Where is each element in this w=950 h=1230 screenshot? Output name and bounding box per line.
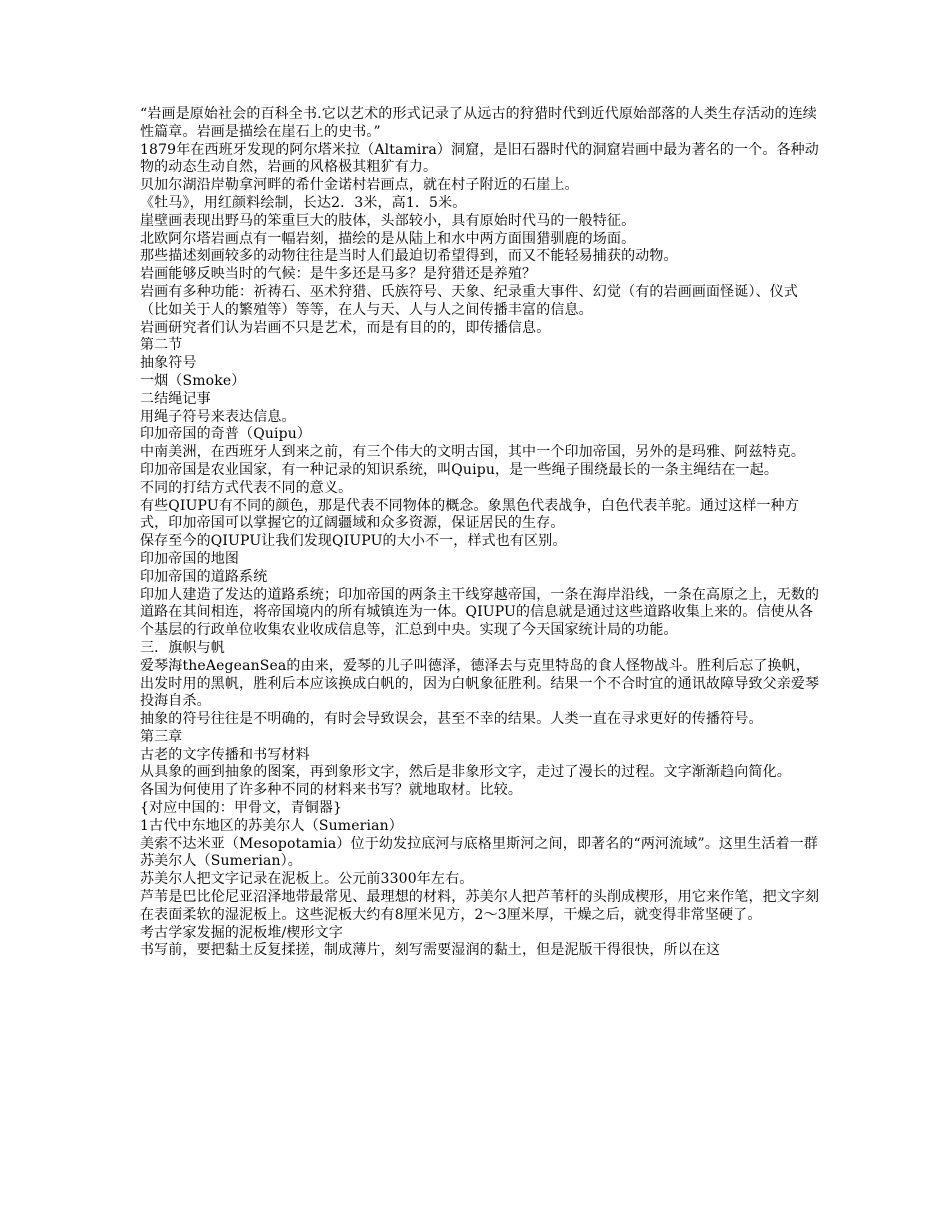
subheading: 印加帝国的奇普（Quipu） — [140, 426, 312, 443]
paragraph: 北欧阿尔塔岩画点有一幅岩刻，描绘的是从陆上和水中两方面围猎驯鹿的场面。 — [140, 230, 636, 247]
paragraph: 《牡马》，用红颜料绘制，长达2．3米，高1．5米。 — [140, 194, 467, 211]
paragraph: {对应中国的：甲骨文，青铜器} — [140, 800, 343, 817]
subheading: 二结绳记事 — [140, 390, 211, 407]
document-body — [140, 106, 820, 960]
paragraph: 苏美尔人把文字记录在泥板上。公元前3300年左右。 — [140, 871, 474, 888]
subheading: 1古代中东地区的苏美尔人（Sumerian） — [140, 817, 403, 834]
paragraph: “岩画是原始社会的百科全书.它以艺术的形式记录了从远古的狩猎时代到近代原始部落的人类生存活动的连续性篇章。岩画是描绘在崖石上的史书。” — [140, 106, 817, 140]
paragraph: 书写前，要把黏土反复揉搓，制成薄片，刻写需要湿润的黏土，但是泥版干得很快，所以在这 — [140, 942, 721, 959]
chapter-title: 古老的文字传播和书写材料 — [140, 746, 310, 763]
paragraph: 印加人建造了发达的道路系统；印加帝国的两条主干线穿越帝国，一条在海岸沿线，一条在高原之上，无数的道路在其间相连，将帝国境内的所有城镇连为一体。QIUPU的信息就是通过这些道路收集上来的。信使从各个基层的行政单位收集农业收成信息等，汇总到中央。实现了今天国家统计局的功能。 — [140, 586, 820, 639]
paragraph: 贝加尔湖沿岸勒拿河畔的希什金诺村岩画点，就在村子附近的石崖上。 — [140, 177, 579, 194]
paragraph: 1879年在西班牙发现的阿尔塔米拉（Altamira）洞窟，是旧石器时代的洞窟岩画中最为著名的一个。各种动物的动态生动自然，岩画的风格极其粗犷有力。 — [140, 141, 819, 176]
subheading: 一烟（Smoke） — [140, 372, 246, 389]
paragraph: 岩画能够反映当时的气候：是牛多还是马多？是狩猎还是养殖？ — [140, 266, 537, 283]
paragraph: 有些QIUPU有不同的颜色，那是代表不同物体的概念。象黑色代表战争，白色代表羊驼。通过这样一种方式，印加帝国可以掌握它的辽阔疆域和众多资源，保证居民的生存。 — [140, 497, 799, 532]
paragraph: 不同的打结方式代表不同的意义。 — [140, 479, 353, 496]
paragraph: 用绳子符号来表达信息。 — [140, 408, 296, 425]
paragraph: 爱琴海theAegeanSea的由来，爱琴的儿子叫德泽，德泽去与克里特岛的食人怪物战斗。胜利后忘了换帆，出发时用的黑帆，胜利后本应该换成白帆的，因为白帆象征胜利。结果一个不合时宜的通讯故障导致父亲爱琴投海自杀。 — [140, 657, 820, 710]
subheading: 三．旗帜与帆 — [140, 639, 225, 656]
paragraph: 崖壁画表现出野马的笨重巨大的肢体，头部较小，具有原始时代马的一般特征。 — [140, 212, 636, 229]
subheading: 印加帝国的地图 — [140, 550, 240, 567]
chapter-heading: 第三章 — [140, 728, 183, 745]
subheading: 考古学家发掘的泥板堆/楔形文字 — [140, 924, 343, 941]
paragraph: 那些描述刻画较多的动物往往是当时人们最迫切希望得到，而又不能轻易捕获的动物。 — [140, 248, 678, 265]
paragraph: 抽象的符号往往是不明确的，有时会导致误会，甚至不幸的结果。人类一直在寻求更好的传播符号。 — [140, 711, 763, 728]
paragraph: 中南美洲，在西班牙人到来之前，有三个伟大的文明古国，其中一个印加帝国，另外的是玛雅、阿兹特克。 — [140, 444, 806, 461]
paragraph: 岩画有多种功能：祈祷石、巫术狩猎、氏族符号、天象、纪录重大事件、幻觉（有的岩画画面怪诞）、仪式（比如关于人的繁殖等）等等，在人与天、人与人之间传播丰富的信息。 — [140, 283, 799, 318]
paragraph: 美索不达米亚（Mesopotamia）位于幼发拉底河与底格里斯河之间，即著名的“两河流域”。这里生活着一群苏美尔人（Sumerian）。 — [140, 835, 818, 870]
paragraph: 从具象的画到抽象的图案，再到象形文字，然后是非象形文字，走过了漫长的过程。文字渐渐趋向简化。 — [140, 764, 791, 781]
paragraph: 各国为何使用了许多种不同的材料来书写？就地取材。比较。 — [140, 782, 523, 799]
paragraph: 印加帝国是农业国家，有一种记录的知识系统，叫Quipu，是一些绳子围绕最长的一条主绳结在一起。 — [140, 461, 778, 478]
section-heading: 第二节 — [140, 337, 183, 354]
section-heading: 抽象符号 — [140, 355, 197, 372]
paragraph: 芦苇是巴比伦尼亚沼泽地带最常见、最理想的材料，苏美尔人把芦苇杆的头削成楔形，用它来作笔，把文字刻在表面柔软的湿泥板上。这些泥板大约有8厘米见方，2～3厘米厚，干燥之后，就变得非常坚硬了。 — [140, 889, 820, 923]
paragraph: 岩画研究者们认为岩画不只是艺术，而是有目的的，即传播信息。 — [140, 319, 551, 336]
paragraph: 保存至今的QIUPU让我们发现QIUPU的大小不一，样式也有区别。 — [140, 533, 567, 550]
subheading: 印加帝国的道路系统 — [140, 568, 268, 585]
